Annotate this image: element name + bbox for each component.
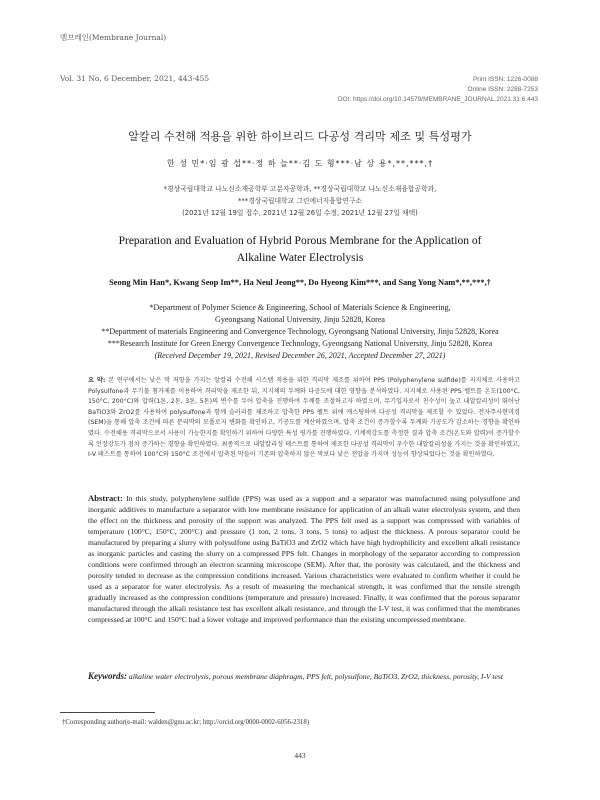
keywords-label: Keywords: [88,671,127,681]
keywords [88,671,520,682]
korean-abstract-label: 요 약: [88,377,106,384]
english-affiliation-4: ***Research Institute for Green Energy Convergence Technology, Gyeongsang National University, Jinju 52828, Korea [107,339,493,348]
korean-abstract-text: 본 연구에서는 낮은 막 저항을 가지는 알칼리 수전해 시스템 적용을 위한 격리막 제조를 위하여 PPS (Polyphenylene sulfide)를 지지체로 사용하고 Polysulfone과 무기물 첨가제를 이용하여 격리막을 제조한 뒤, 지지체의 두께와 다공도에 대한 영향을 분석하였다. 지지체로 사용된 PPS 펠트를 온도(100°C, 150°C, 200°C)와 압력(1톤, 2톤, 3톤, 5톤)의 변수를 두어 압축을 진행하여 두께를 조절하고자 하였으며, 무기입자로서 친수성이 높고 내알칼리성이 뛰어난 BaTiO3와 ZrO2를 사용하여 polysulfone과 함께 슬러리를 제조하고 압축한 PPS 펠트 위에 캐스팅하여 다공성 격리막을 제조할 수 있었다. 전자주사현미경(SEM)을 통해 압축 조건에 따른 분리막의 모폴로지 변화를 확인하고, 기공도를 계산하였으며, 압축 조건이 증가할수록 두께와 기공도가 감소하는 경향을 확인하였다. 수전해용 격리막으로서 사용이 가능한지를 확인하기 위하여 다양한 특성 평가를 진행하였다. 기계적강도를 측정한 결과 압축 조건(온도와 압력)이 증가할수록 인장강도가 점차 증가하는 경향을 확인하였다. 최종적으로 내알칼리성 테스트를 통하여 제조한 다공성 격리막이 우수한 내알칼리성을 가지는 것을 확인하였고, I-V 테스트를 통하여 100°C와 150°C 조건에서 압축된 막들이 기존의 압축하지 않은 막보다 낮은 전압을 가지며 성능이 향상되었다는 것을 확인하였다. [88,377,520,459]
english-affiliation-2: Gyeongsang National University, Jinju 52828, Korea [215,315,385,324]
corresponding-author-footnote: †Corresponding author(e-mail: walden@gnu.ac.kr; http://orcid.org/0000-0002-6056-2318) [62,719,309,726]
korean-title: 알칼리 수전해 적용을 위한 하이브리드 다공성 격리막 제조 및 특성평가 [128,130,472,143]
english-affiliation-1: *Department of Polymer Science & Engineering, School of Materials Science & Engineering, [149,303,451,312]
volume-info: Vol. 31 No. 6 December, 2021, 443-455 [60,74,210,83]
online-issn: Online ISSN: 2288-7253 [467,86,538,93]
keywords-text: alkaline water electrolysis, porous membrane diaphragm, PPS felt, polysulfone, BaTiO3, ZrO2, thickness, porosity, I-V test [128,672,503,681]
doi-link[interactable]: DOI: https://doi.org/10.14579/MEMBRANE_JOURNAL.2021.31.6.443 [337,96,538,103]
english-title-line-2: Alkaline Water Electrolysis [236,252,364,264]
korean-abstract [88,376,520,461]
page-number: 443 [294,751,306,760]
english-abstract-label: Abstract: [88,493,123,503]
footnote-divider [60,712,155,713]
print-issn: Print ISSN: 1226-0088 [472,76,538,83]
korean-affiliation-1: *경상국립대학교 나노신소재공학부 고분자공학과, **경상국립대학교 나노신소재융합공학과, [163,185,437,193]
korean-affiliation-2: ***경상국립대학교 그린에너지융합연구소 [238,197,362,205]
english-authors: Seong Min Han*, Kwang Seop Im**, Ha Neul Jeong**, Do Hyeong Kim***, and Sang Yong Nam*,**,***,† [109,278,491,287]
journal-name: 멤브레인(Membrane Journal) [60,33,167,42]
korean-dates: (2021년 12월 19일 접수, 2021년 12월 26일 수정, 2021년 12월 27일 채택) [182,209,418,217]
english-abstract-text: In this study, polyphenylene sulfide (PPS) was used as a support and a separator was manufactured using polysulfone and inorganic additives to manufacture a separator with low membrane resistance for application of an alkali water electrolysis system, and then the effect on the thickness and porosity of the support was analyzed. The PPS felt used as a support was compressed with variables of temperature (100°C, 150°C, 200°C) and pressure (1 ton, 2 tons, 3 tons, 5 tons) to adjust the thickness. A porous separator could be manufactured by preparing a slurry with polysulfone using BaTiO3 and ZrO2 which have high hydrophilicity and excellent alkali resistance as inorganic particles and casting the slurry on a compressed PPS felt. Changes in morphology of the separator according to compression conditions were confirmed through an electron scanning microscope (SEM). After that, the porosity was calculated, and the thickness and porosity tended to decrease as the compression conditions increased. Various characteristics were evaluated to confirm whether it could be used as a separator for water electrolysis. As a result of measuring the mechanical strength, it was confirmed that the tensile strength gradually increased as the compression conditions (temperature and pressure) increased. Finally, it was confirmed that the porous separator manufactured through the alkali resistance test has excellent alkali resistance, and through the I-V test, it was confirmed that the membranes compressed at 100°C and 150°C had a lower voltage and improved performance than the existing uncompressed membrane. [88,494,520,624]
english-abstract [88,493,520,625]
korean-authors: 한 성 민*·임 광 섭**·정 하 늘**·김 도 형***·남 상 용*,**,***,† [166,159,434,168]
english-title-line-1: Preparation and Evaluation of Hybrid Porous Membrane for the Application of [118,235,482,247]
received-dates: (Received December 19, 2021, Revised December 26, 2021, Accepted December 27, 2021) [154,351,446,360]
english-affiliation-3: **Department of materials Engineering and Convergence Technology, Gyeongsang National University, Jinju 52828, Korea [101,327,499,336]
